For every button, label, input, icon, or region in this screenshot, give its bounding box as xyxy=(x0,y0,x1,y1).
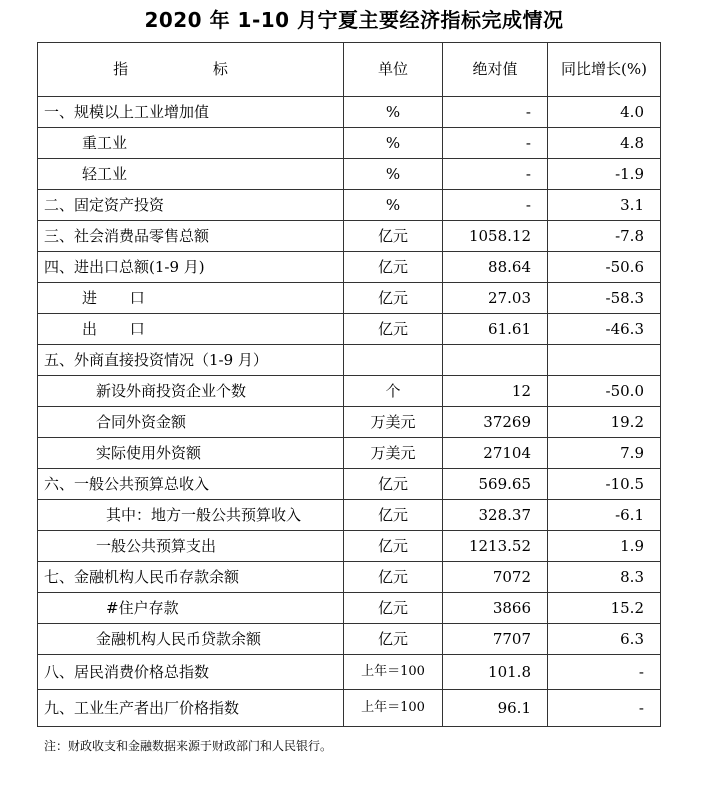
yoy-growth-cell: -50.6 xyxy=(548,252,661,283)
yoy-growth-cell: -1.9 xyxy=(548,159,661,190)
yoy-growth-cell: 15.2 xyxy=(548,593,661,624)
indicator-name-cell: 一般公共预算支出 xyxy=(38,531,344,562)
header-absolute-value: 绝对值 xyxy=(443,43,548,97)
unit-cell: % xyxy=(344,128,443,159)
unit-cell: 亿元 xyxy=(344,252,443,283)
unit-cell: 亿元 xyxy=(344,469,443,500)
indicator-name-cell: 实际使用外资额 xyxy=(38,438,344,469)
indicator-table xyxy=(37,42,661,727)
indicator-name-cell: 金融机构人民币贷款余额 xyxy=(38,624,344,655)
unit-cell: 亿元 xyxy=(344,221,443,252)
indicator-name-cell: #住户存款 xyxy=(38,593,344,624)
table-row xyxy=(38,407,661,438)
unit-cell xyxy=(344,345,443,376)
unit-cell: % xyxy=(344,159,443,190)
indicator-name-cell: 出 口 xyxy=(38,314,344,345)
indicator-name-cell: 轻工业 xyxy=(38,159,344,190)
indicator-name-cell: 重工业 xyxy=(38,128,344,159)
table-row xyxy=(38,624,661,655)
table-row xyxy=(38,159,661,190)
yoy-growth-cell: - xyxy=(548,655,661,690)
table-row xyxy=(38,690,661,727)
table-body xyxy=(38,97,661,727)
table-row xyxy=(38,128,661,159)
indicator-name-cell: 进 口 xyxy=(38,283,344,314)
unit-cell: 万美元 xyxy=(344,407,443,438)
yoy-growth-cell: 4.0 xyxy=(548,97,661,128)
unit-cell: 上年＝100 xyxy=(344,690,443,727)
table-header-row xyxy=(38,43,661,97)
table-row xyxy=(38,221,661,252)
table-row xyxy=(38,190,661,221)
table-row xyxy=(38,97,661,128)
footnote: 注：财政收支和金融数据来源于财政部门和人民银行。 xyxy=(44,739,333,753)
indicator-name-cell: 七、金融机构人民币存款余额 xyxy=(38,562,344,593)
yoy-growth-cell: 6.3 xyxy=(548,624,661,655)
unit-cell: 亿元 xyxy=(344,283,443,314)
header-yoy-growth: 同比增长(%) xyxy=(548,43,661,97)
table-row xyxy=(38,655,661,690)
unit-cell: 亿元 xyxy=(344,562,443,593)
unit-cell: 上年＝100 xyxy=(344,655,443,690)
absolute-value-cell xyxy=(443,345,548,376)
absolute-value-cell: 1058.12 xyxy=(443,221,548,252)
page-title: 2020 年 1-10 月宁夏主要经济指标完成情况 xyxy=(144,8,564,32)
indicator-name-cell: 六、一般公共预算总收入 xyxy=(38,469,344,500)
indicator-name-cell: 八、居民消费价格总指数 xyxy=(38,655,344,690)
table-row xyxy=(38,376,661,407)
unit-cell: 亿元 xyxy=(344,500,443,531)
unit-cell: % xyxy=(344,97,443,128)
absolute-value-cell: - xyxy=(443,159,548,190)
yoy-growth-cell: 1.9 xyxy=(548,531,661,562)
yoy-growth-cell: 8.3 xyxy=(548,562,661,593)
indicator-name-cell: 一、规模以上工业增加值 xyxy=(38,97,344,128)
table-row xyxy=(38,500,661,531)
yoy-growth-cell: 7.9 xyxy=(548,438,661,469)
absolute-value-cell: 12 xyxy=(443,376,548,407)
yoy-growth-cell: 19.2 xyxy=(548,407,661,438)
indicator-name-cell: 合同外资金额 xyxy=(38,407,344,438)
yoy-growth-cell: -58.3 xyxy=(548,283,661,314)
table-row xyxy=(38,252,661,283)
indicator-name-cell: 新设外商投资企业个数 xyxy=(38,376,344,407)
absolute-value-cell: 37269 xyxy=(443,407,548,438)
yoy-growth-cell: 4.8 xyxy=(548,128,661,159)
yoy-growth-cell: -10.5 xyxy=(548,469,661,500)
absolute-value-cell: 96.1 xyxy=(443,690,548,727)
absolute-value-cell: 61.61 xyxy=(443,314,548,345)
absolute-value-cell: 3866 xyxy=(443,593,548,624)
table-row xyxy=(38,469,661,500)
unit-cell: 亿元 xyxy=(344,593,443,624)
absolute-value-cell: - xyxy=(443,128,548,159)
absolute-value-cell: - xyxy=(443,97,548,128)
indicator-name-cell: 九、工业生产者出厂价格指数 xyxy=(38,690,344,727)
table-row xyxy=(38,562,661,593)
unit-cell: 亿元 xyxy=(344,314,443,345)
absolute-value-cell: 27.03 xyxy=(443,283,548,314)
absolute-value-cell: 7072 xyxy=(443,562,548,593)
unit-cell: 万美元 xyxy=(344,438,443,469)
absolute-value-cell: 569.65 xyxy=(443,469,548,500)
absolute-value-cell: 27104 xyxy=(443,438,548,469)
yoy-growth-cell: - xyxy=(548,690,661,727)
header-indicator: 指 标 xyxy=(38,43,344,97)
yoy-growth-cell: -50.0 xyxy=(548,376,661,407)
indicator-name-cell: 三、社会消费品零售总额 xyxy=(38,221,344,252)
absolute-value-cell: 328.37 xyxy=(443,500,548,531)
absolute-value-cell: 101.8 xyxy=(443,655,548,690)
table-row xyxy=(38,283,661,314)
yoy-growth-cell: -7.8 xyxy=(548,221,661,252)
indicator-name-cell: 四、进出口总额(1-9 月) xyxy=(38,252,344,283)
table-row xyxy=(38,345,661,376)
yoy-growth-cell: -6.1 xyxy=(548,500,661,531)
absolute-value-cell: 1213.52 xyxy=(443,531,548,562)
unit-cell: 亿元 xyxy=(344,531,443,562)
unit-cell: % xyxy=(344,190,443,221)
unit-cell: 亿元 xyxy=(344,624,443,655)
table-row xyxy=(38,593,661,624)
table-row xyxy=(38,531,661,562)
yoy-growth-cell xyxy=(548,345,661,376)
indicator-name-cell: 二、固定资产投资 xyxy=(38,190,344,221)
header-unit: 单位 xyxy=(344,43,443,97)
absolute-value-cell: 88.64 xyxy=(443,252,548,283)
yoy-growth-cell: 3.1 xyxy=(548,190,661,221)
table-row xyxy=(38,438,661,469)
absolute-value-cell: 7707 xyxy=(443,624,548,655)
indicator-name-cell: 五、外商直接投资情况（1-9 月） xyxy=(38,345,344,376)
indicator-name-cell: 其中：地方一般公共预算收入 xyxy=(38,500,344,531)
yoy-growth-cell: -46.3 xyxy=(548,314,661,345)
absolute-value-cell: - xyxy=(443,190,548,221)
unit-cell: 个 xyxy=(344,376,443,407)
table-row xyxy=(38,314,661,345)
